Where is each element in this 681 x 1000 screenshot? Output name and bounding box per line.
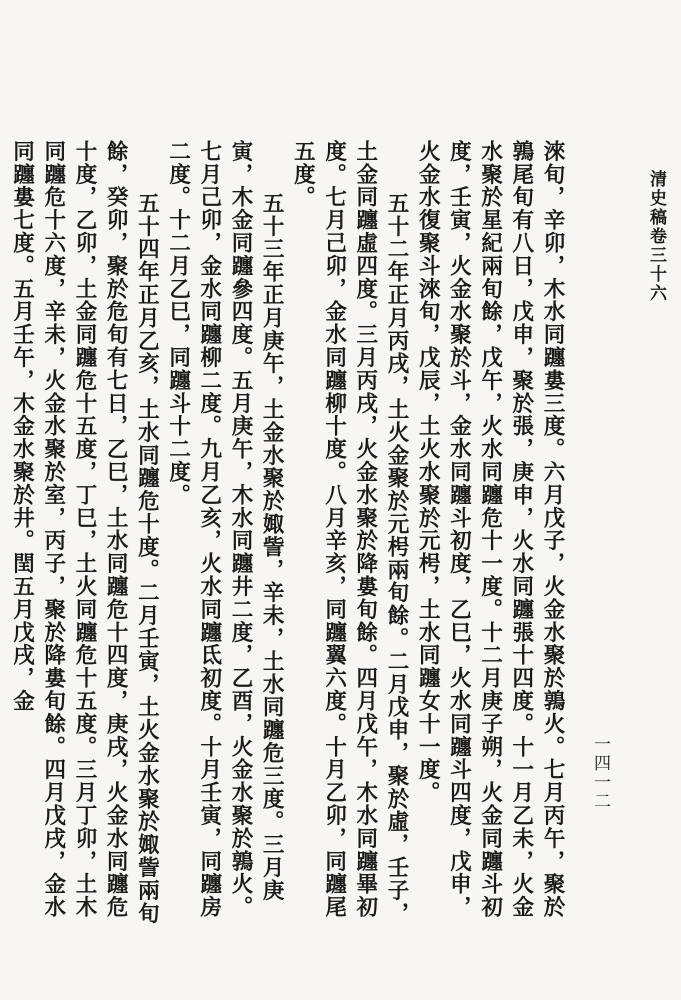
paragraph: 五十二年正月丙戌，土火金聚於元枵兩旬餘。二月戊申，聚於虛，壬子，土金同躔虛四度。三月丙戌，火金水聚於降婁旬餘。四月戊午，木水同躔畢初度。七月己卯，金水同躔柳十度。八月辛亥，同躔翼六度。十月乙卯，同躔尾五度。: [290, 140, 409, 925]
paragraph: 五十三年正月庚午，土金水聚於娵訾，辛未，土水同躔危三度。三月庚寅，木金同躔參四度。五月庚午，木水同躔井二度，乙酉，火金水聚於鶉火。七月己卯，金水同躔柳二度。九月乙亥，火水同躔氐初度。十月壬寅，同躔房二度。十二月乙巳，同躔斗十二度。: [165, 140, 285, 919]
running-header-title: 清史稿卷三十六: [646, 170, 666, 303]
paragraph: 淶旬，辛卯，木水同躔婁三度。六月戊子，火金水聚於鶉火。七月丙午，聚於鶉尾旬有八日，戊申，聚於張，庚申，火水同躔張十四度。十一月乙未，火金水聚於星紀兩旬餘，戊午，火水同躔危十一度。十二月庚子朔，火金同躔斗初度，壬寅，火金水聚於斗，金水同躔斗初度，乙巳，火水同躔斗四度，戊申，火金水復聚斗淶旬，戊辰，土火水聚於元枵，土水同躔女十一度。: [415, 140, 565, 919]
vertical-text-body: [9, 140, 568, 940]
paragraph: 五十四年正月乙亥，土水同躔危十度。二月壬寅，土火金水聚於娵訾兩旬餘，癸卯，聚於危旬有七日，乙巳，土水同躔危十四度，庚戌，火金水同躔危十度，乙卯，土金同躔危十五度，丁巳，土火同躔危十五度。三月丁卯，土木同躔危十六度，辛未，火金水聚於室，丙子，聚於降婁旬餘。四月戊戌，金水同躔婁七度。五月壬午，木金水聚於井。閏五月戊戌，金: [9, 140, 160, 925]
page-number: 一四一二: [590, 735, 610, 811]
